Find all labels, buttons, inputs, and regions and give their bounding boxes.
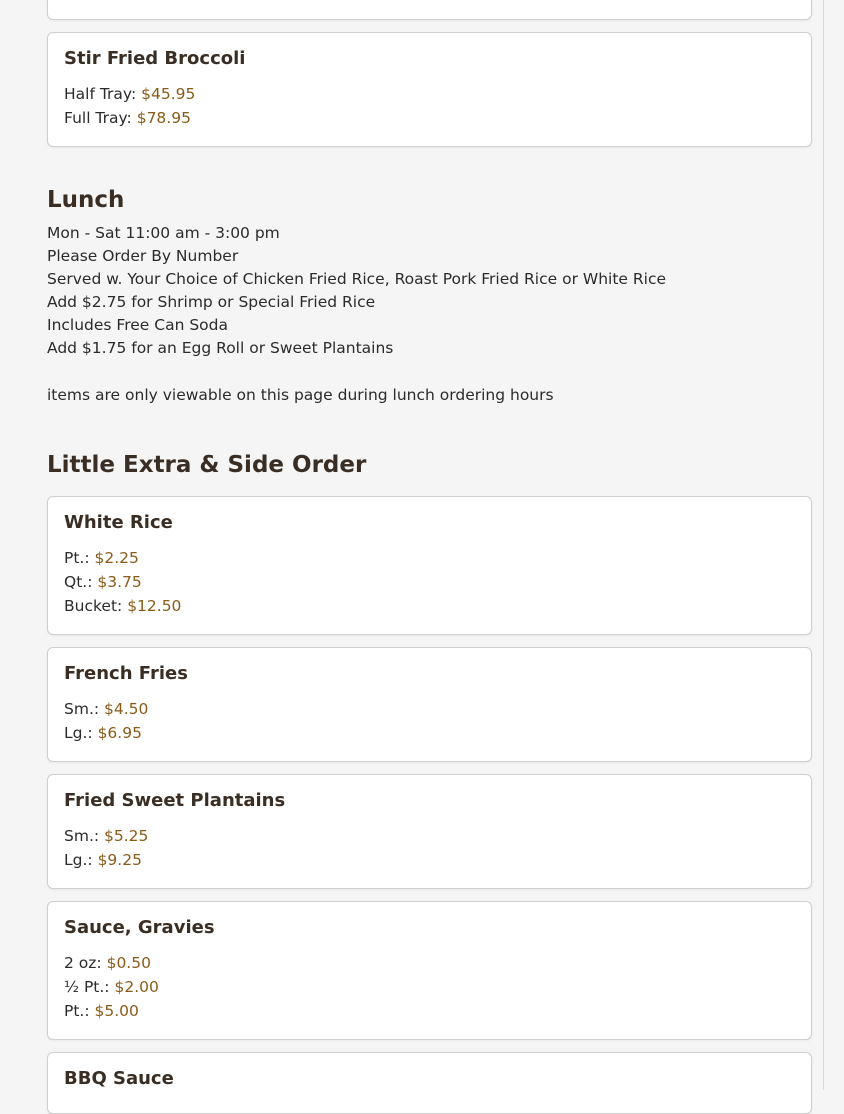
size-label: Bucket: [64, 597, 123, 615]
menu-item-card-sauce-gravies[interactable] [47, 901, 812, 1040]
price-value: $78.95 [136, 109, 191, 127]
size-label: Full Tray: [64, 109, 132, 127]
size-label: Pt.: [64, 1002, 90, 1020]
price-row [64, 1002, 139, 1020]
price-row [64, 724, 142, 742]
price-row [64, 109, 191, 127]
menu-item-card-bbq-sauce[interactable] [47, 1052, 812, 1114]
price-row [64, 573, 142, 591]
lunch-section-title: Lunch [47, 187, 125, 213]
size-label: Lg.: [64, 724, 93, 742]
menu-item-card-french-fries[interactable] [47, 647, 812, 762]
lunch-soda-note: Includes Free Can Soda [47, 316, 228, 334]
price-row [64, 597, 181, 615]
size-label: Half Tray: [64, 85, 137, 103]
price-row [64, 549, 139, 567]
menu-item-card-previous[interactable] [47, 0, 812, 20]
price-value: $9.25 [97, 851, 142, 869]
price-value: $5.00 [94, 1002, 139, 1020]
menu-item-title: French Fries [64, 663, 188, 684]
menu-item-title: White Rice [64, 512, 173, 533]
price-value: $5.25 [104, 827, 149, 845]
price-value: $45.95 [141, 85, 196, 103]
lunch-availability-note: items are only viewable on this page during lunch ordering hours [47, 386, 554, 404]
lunch-hours: Mon - Sat 11:00 am - 3:00 pm [47, 224, 280, 242]
price-value: $4.50 [104, 700, 149, 718]
menu-item-card-broccoli[interactable] [47, 32, 812, 147]
menu-item-title: Stir Fried Broccoli [64, 48, 246, 69]
lunch-order-note: Please Order By Number [47, 247, 239, 265]
lunch-rice-choice: Served w. Your Choice of Chicken Fried Rice, Roast Pork Fried Rice or White Rice [47, 270, 667, 288]
price-row [64, 827, 148, 845]
size-label: Sm.: [64, 700, 100, 718]
menu-item-card-white-rice[interactable] [47, 496, 812, 635]
price-row [64, 978, 159, 996]
size-label: Lg.: [64, 851, 93, 869]
price-value: $2.00 [114, 978, 159, 996]
price-value: $12.50 [127, 597, 182, 615]
size-label: Qt.: [64, 573, 93, 591]
price-value: $6.95 [97, 724, 142, 742]
size-label: 2 oz: [64, 954, 102, 972]
price-row [64, 851, 142, 869]
menu-item-card-sweet-plantains[interactable] [47, 774, 812, 889]
sides-section-title: Little Extra & Side Order [47, 452, 367, 478]
size-label: ½ Pt.: [64, 978, 110, 996]
price-value: $2.25 [94, 549, 139, 567]
price-row [64, 85, 195, 103]
price-value: $3.75 [97, 573, 142, 591]
menu-item-title: Fried Sweet Plantains [64, 790, 286, 811]
size-label: Pt.: [64, 549, 90, 567]
price-row [64, 954, 151, 972]
lunch-eggroll-addon: Add $1.75 for an Egg Roll or Sweet Plantains [47, 339, 394, 357]
lunch-shrimp-addon: Add $2.75 for Shrimp or Special Fried Rice [47, 293, 376, 311]
size-label: Sm.: [64, 827, 100, 845]
menu-item-title: BBQ Sauce [64, 1068, 174, 1089]
menu-item-title: Sauce, Gravies [64, 917, 215, 938]
price-row [64, 700, 148, 718]
price-value: $0.50 [106, 954, 151, 972]
